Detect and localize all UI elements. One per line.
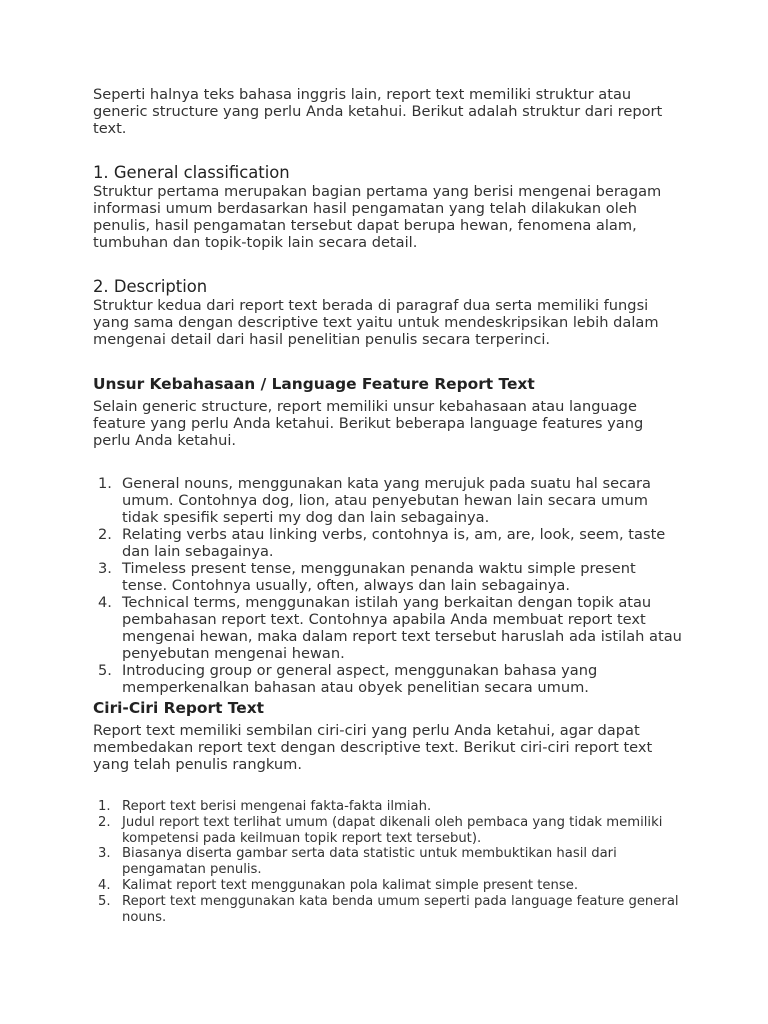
list-number: 1.	[98, 475, 112, 492]
list-item-text: Biasanya diserta gambar serta data statistic untuk membuktikan hasil dari pengamatan penulis.	[122, 846, 617, 878]
list-item	[93, 846, 683, 878]
ciri-ciri-intro: Report text memiliki sembilan ciri-ciri yang perlu Anda ketahui, agar dapat membedakan report text dengan descriptive text. Berikut ciri-ciri report text yang telah penulis rangkum.	[93, 722, 653, 773]
list-item-text: Report text menggunakan kata benda umum seperti pada language feature general nouns.	[122, 893, 679, 925]
list-number: 5.	[98, 662, 112, 679]
document-page	[93, 86, 683, 925]
section-heading: 1. General classification	[93, 163, 290, 182]
list-number: 2.	[98, 814, 111, 830]
list-item-text: Technical terms, menggunakan istilah yang berkaitan dengan topik atau pembahasan report text. Contohnya apabila Anda membuat report text mengenai hewan, maka dalam report text tersebut haruslah ada istilah atau penyebutan mengenai hewan.	[122, 594, 682, 662]
ciri-ciri-heading: Ciri-Ciri Report Text	[93, 699, 264, 717]
list-number: 3.	[98, 560, 112, 577]
list-number: 3.	[98, 846, 111, 862]
list-item-text: Relating verbs atau linking verbs, contohnya is, am, are, look, seem, taste dan lain sebagainya.	[122, 526, 666, 560]
list-item-text: General nouns, menggunakan kata yang merujuk pada suatu hal secara umum. Contohnya dog, lion, atau penyebutan hewan lain secara umum tidak spesifik seperti my dog dan lain sebagainya.	[122, 475, 651, 526]
list-item	[93, 594, 683, 662]
language-features-list	[93, 475, 683, 696]
language-features-intro: Selain generic structure, report memiliki unsur kebahasaan atau language feature yang perlu Anda ketahui. Berikut beberapa language features yang perlu Anda ketahui.	[93, 398, 644, 449]
list-item-text: Kalimat report text menggunakan pola kalimat simple present tense.	[122, 877, 579, 893]
list-item	[93, 815, 683, 847]
list-item	[93, 878, 683, 894]
list-item-text: Introducing group or general aspect, menggunakan bahasa yang memperkenalkan bahasan atau obyek penelitian secara umum.	[122, 662, 598, 696]
list-item	[93, 526, 683, 560]
list-item	[93, 475, 683, 526]
list-number: 5.	[98, 893, 111, 909]
list-number: 1.	[98, 799, 111, 814]
section-body: Struktur kedua dari report text berada di paragraf dua serta memiliki fungsi yang sama dengan descriptive text yaitu untuk mendeskripsikan lebih dalam mengenai detail dari hasil penelitian penulis secara terperinci.	[93, 297, 659, 348]
list-number: 4.	[98, 877, 111, 893]
section-general-classification	[93, 163, 683, 251]
list-number: 2.	[98, 526, 112, 543]
list-item-text: Judul report text terlihat umum (dapat dikenali oleh pembaca yang tidak memiliki kompetensi pada keilmuan topik report text tersebut).	[122, 814, 663, 846]
language-features-section	[93, 374, 683, 696]
list-item	[93, 799, 683, 815]
intro-paragraph: Seperti halnya teks bahasa inggris lain, report text memiliki struktur atau generic structure yang perlu Anda ketahui. Berikut adalah struktur dari report text.	[93, 86, 663, 137]
section-body: Struktur pertama merupakan bagian pertama yang berisi mengenai beragam informasi umum berdasarkan hasil pengamatan yang telah dilakukan oleh penulis, hasil pengamatan tersebut dapat berupa hewan, fenomena alam, tumbuhan dan topik-topik lain secara detail.	[93, 183, 662, 251]
ciri-ciri-list	[93, 799, 683, 925]
section-heading: 2. Description	[93, 277, 208, 296]
list-item-text: Report text berisi mengenai fakta-fakta ilmiah.	[122, 799, 432, 814]
list-item-text: Timeless present tense, menggunakan penanda waktu simple present tense. Contohnya usually, often, always dan lain sebagainya.	[122, 560, 636, 594]
section-description	[93, 277, 683, 348]
list-number: 4.	[98, 594, 112, 611]
list-item	[93, 894, 683, 926]
list-item	[93, 560, 683, 594]
ciri-ciri-section	[93, 698, 683, 925]
language-features-heading: Unsur Kebahasaan / Language Feature Report Text	[93, 375, 535, 393]
list-item	[93, 662, 683, 696]
